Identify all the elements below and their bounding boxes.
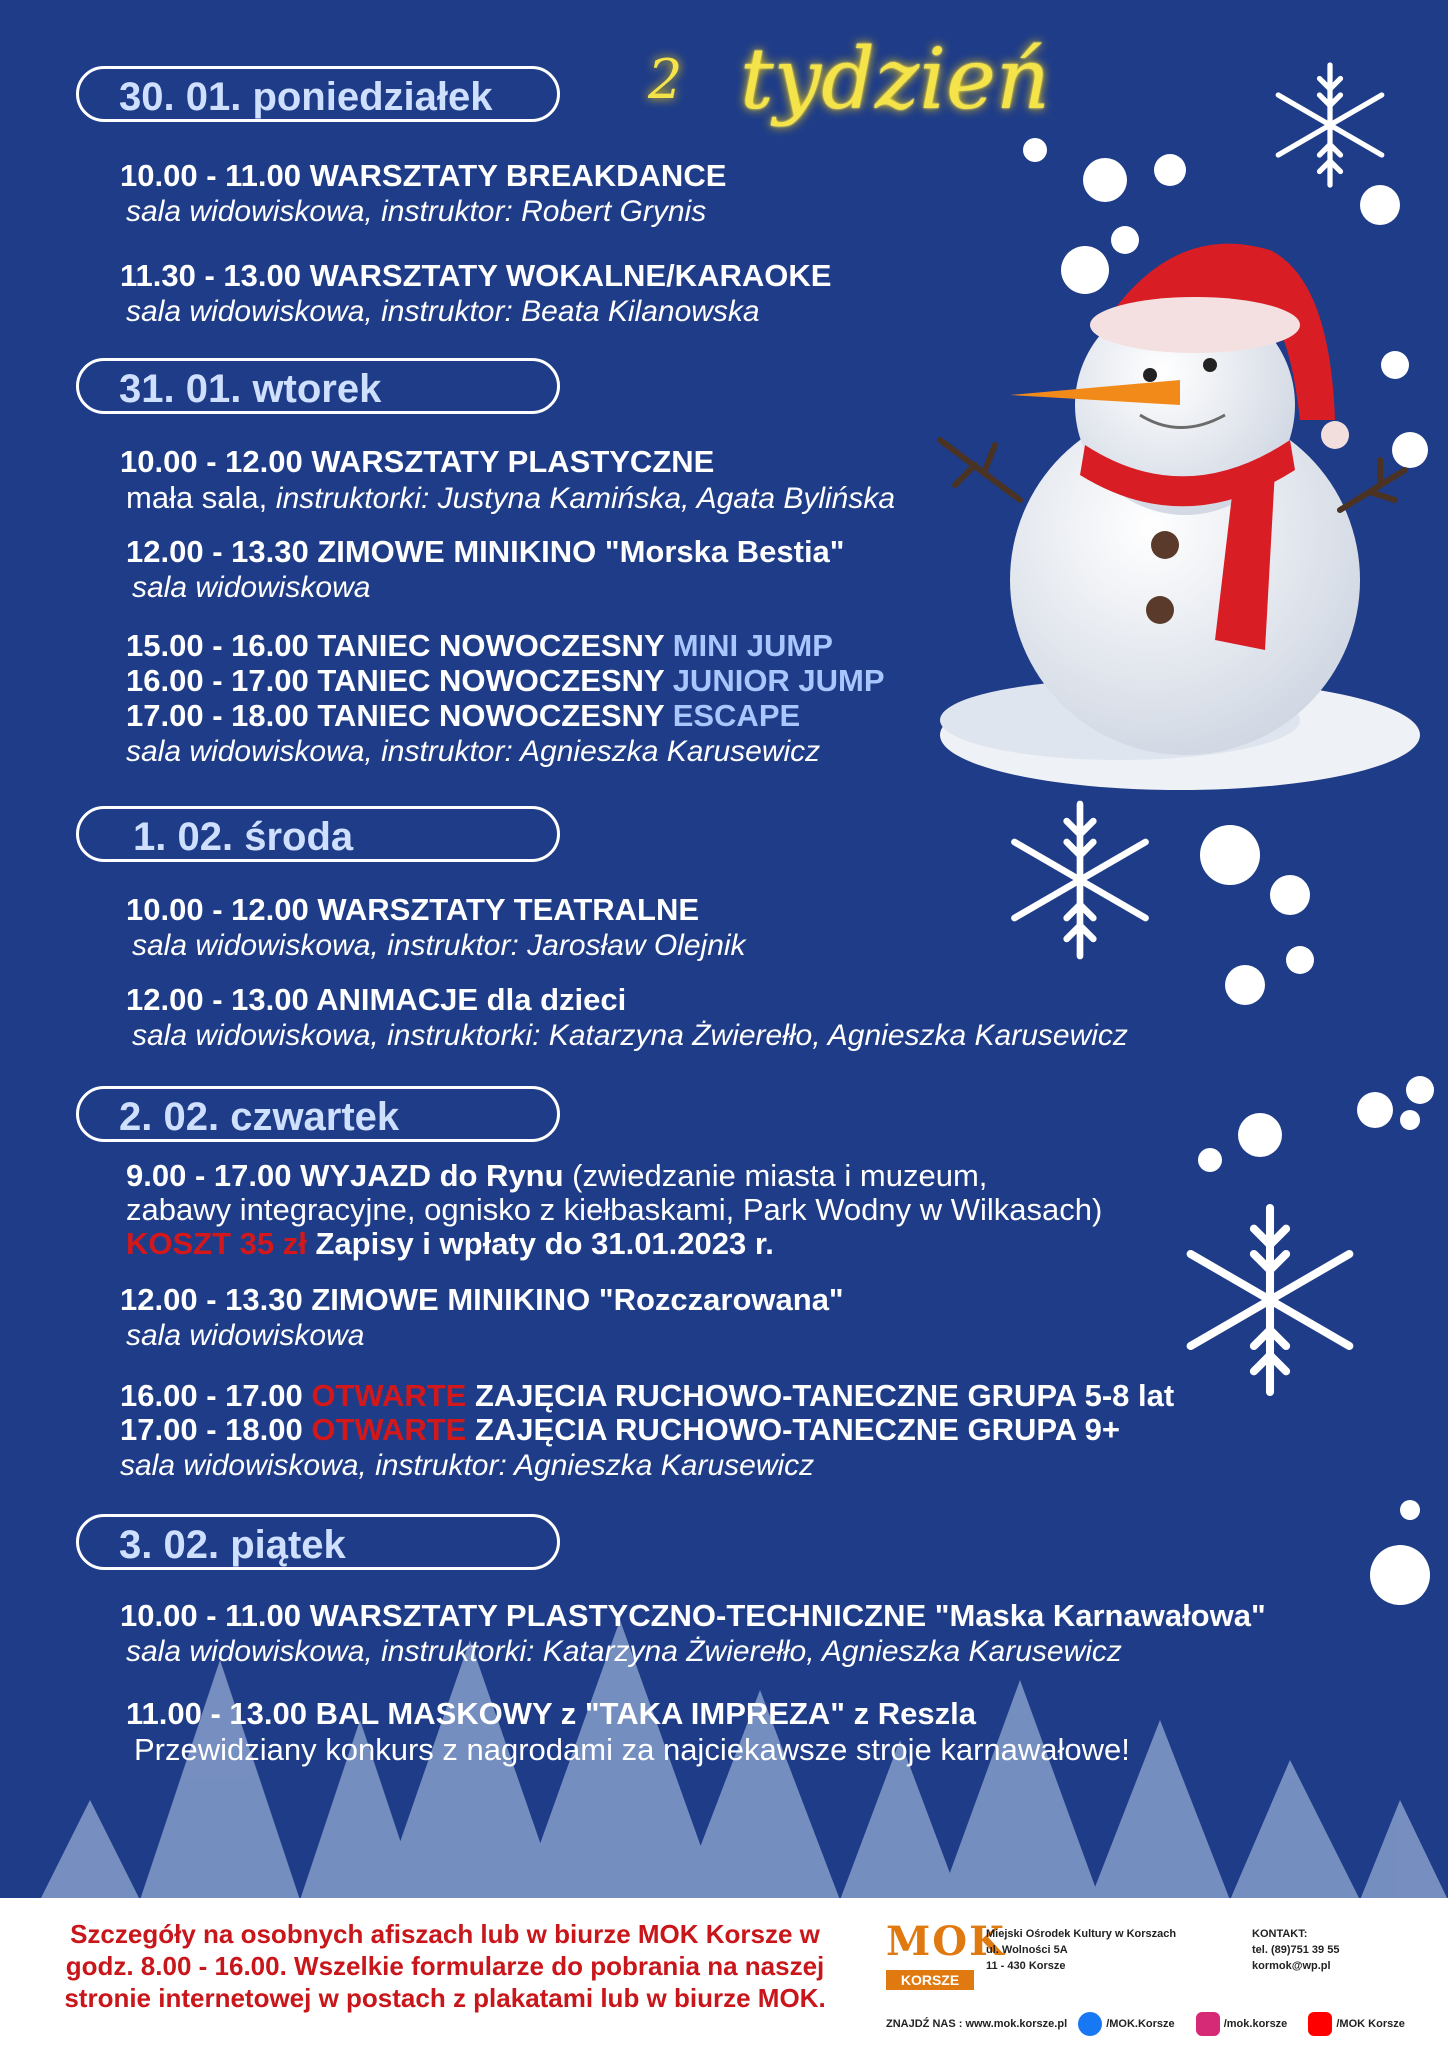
contact-phone: tel. (89)751 39 55 [1252,1944,1340,1956]
event-time-name: 15.00 - 16.00 TANIEC NOWOCZESNY [126,628,673,663]
open-badge: OTWARTE [311,1412,467,1447]
website-link[interactable]: ZNAJDŹ NAS : www.mok.korsze.pl [886,2018,1068,2030]
day-label: 2. 02. czwartek [119,1095,400,1139]
org-city: 11 - 430 Korsze [986,1960,1066,1972]
footer [0,1898,1448,2048]
room: mała sala, [126,480,276,515]
event-title: 12.00 - 13.30 ZIMOWE MINIKINO "Morska Bestia" [126,534,845,569]
info-note [30,1918,860,2014]
event-name: ZAJĘCIA RUCHOWO-TANECZNE GRUPA 9+ [466,1412,1120,1447]
day-pill-tuesday [76,358,560,414]
event-title [120,1378,1174,1414]
event-title [120,1412,1120,1448]
event-title: 10.00 - 11.00 WARSZTATY PLASTYCZNO-TECHNICZNE "Maska Karnawałowa" [120,1598,1266,1633]
mok-logo [886,1918,1006,1996]
event-title: 12.00 - 13.00 ANIMACJE dla dzieci [126,982,627,1017]
event-time: 17.00 - 18.00 [120,1412,312,1447]
signup-info: Zapisy i wpłaty do 31.01.2023 r. [306,1226,774,1261]
group-name: ESCAPE [672,698,801,733]
day-pill-wednesday [76,806,560,862]
day-label: 3. 02. piątek [119,1523,346,1567]
day-pill-thursday [76,1086,560,1142]
event-details: sala widowiskowa, instruktorki: Katarzyna Żwierełło, Agnieszka Karusewicz [126,1635,1122,1668]
instagram-link[interactable]: /mok.korsze [1223,2018,1288,2030]
event-name: ZAJĘCIA RUCHOWO-TANECZNE GRUPA 5-8 lat [466,1378,1175,1413]
instructors: instruktorki: Justyna Kamińska, Agata Bylińska [275,482,896,515]
event-details: sala widowiskowa, instruktor: Jarosław Olejnik [132,929,746,962]
event-details: sala widowiskowa, instruktor: Robert Grynis [126,195,707,228]
event-description: Przewidziany konkurs z nagrodami za najciekawsze stroje karnawałowe! [134,1732,1130,1767]
event-title [126,1158,987,1194]
event-title [126,628,833,664]
facebook-link[interactable]: /MOK.Korsze [1106,2018,1175,2030]
org-name: Miejski Ośrodek Kultury w Korszach [986,1928,1177,1940]
event-title: 10.00 - 11.00 WARSZTATY BREAKDANCE [120,158,727,193]
info-note-line: godz. 8.00 - 16.00. Wszelkie formularze do pobrania na naszej [65,1951,825,1981]
event-description: zabawy integracyjne, ognisko z kiełbaskami, Park Wodny w Wilkasach) [126,1192,1103,1227]
youtube-link[interactable]: /MOK Korsze [1336,2018,1405,2030]
day-label: 30. 01. poniedziałek [119,75,493,119]
organization-address [986,1926,1176,1974]
event-time-name: 16.00 - 17.00 TANIEC NOWOCZESNY [126,663,673,698]
event-details: sala widowiskowa, instruktor: Agnieszka Karusewicz [120,1449,815,1482]
org-street: ul. Wolności 5A [986,1944,1068,1956]
info-note-line: stronie internetowej w postach z plakatami lub w biurze MOK. [64,1983,826,2013]
day-pill-monday [76,66,560,122]
logo-text: MOK [886,1918,1006,1965]
day-label: 31. 01. wtorek [119,367,382,411]
logo-subtitle: KORSZE [886,1970,974,1990]
event-details [126,480,895,517]
event-details: sala widowiskowa, instruktorki: Katarzyna Żwierełło, Agnieszka Karusewicz [132,1019,1128,1052]
event-details: sala widowiskowa [126,1319,365,1352]
event-title: 11.30 - 13.00 WARSZTATY WOKALNE/KARAOKE [120,258,832,293]
event-title: 10.00 - 12.00 WARSZTATY PLASTYCZNE [120,444,715,479]
event-time-name: 9.00 - 17.00 WYJAZD do Rynu [126,1158,564,1193]
social-links [886,2012,1405,2036]
week-title: tydzień [740,30,1050,128]
event-details: sala widowiskowa [132,571,371,604]
day-label: 1. 02. środa [133,815,354,859]
event-time: 16.00 - 17.00 [120,1378,312,1413]
event-title: 12.00 - 13.30 ZIMOWE MINIKINO "Rozczarowana" [120,1282,844,1317]
event-details: sala widowiskowa, instruktor: Beata Kilanowska [126,295,760,328]
event-title: 10.00 - 12.00 WARSZTATY TEATRALNE [126,892,700,927]
contact-email[interactable]: kormok@wp.pl [1252,1960,1331,1972]
facebook-icon [1078,2012,1102,2036]
event-description: (zwiedzanie miasta i muzeum, [563,1158,988,1193]
event-title [126,663,885,699]
day-pill-friday [76,1514,560,1570]
snowman-illustration [940,244,1420,790]
event-title [126,698,800,734]
cost-label: KOSZT 35 zł [126,1226,307,1261]
event-title: 11.00 - 13.00 BAL MASKOWY z "TAKA IMPREZA" z Reszla [126,1696,976,1731]
instagram-icon [1196,2012,1220,2036]
event-cost-line [126,1226,774,1262]
youtube-icon [1308,2012,1332,2036]
info-note-line: Szczegóły na osobnych afiszach lub w biurze MOK Korsze w [70,1919,820,1949]
week-number: 2 [648,48,683,111]
group-name: MINI JUMP [672,628,833,663]
contact-label: KONTAKT: [1252,1928,1308,1940]
contact-info [1252,1926,1339,1974]
open-badge: OTWARTE [311,1378,467,1413]
event-details: sala widowiskowa, instruktor: Agnieszka Karusewicz [126,735,821,768]
group-name: JUNIOR JUMP [672,663,885,698]
event-time-name: 17.00 - 18.00 TANIEC NOWOCZESNY [126,698,673,733]
